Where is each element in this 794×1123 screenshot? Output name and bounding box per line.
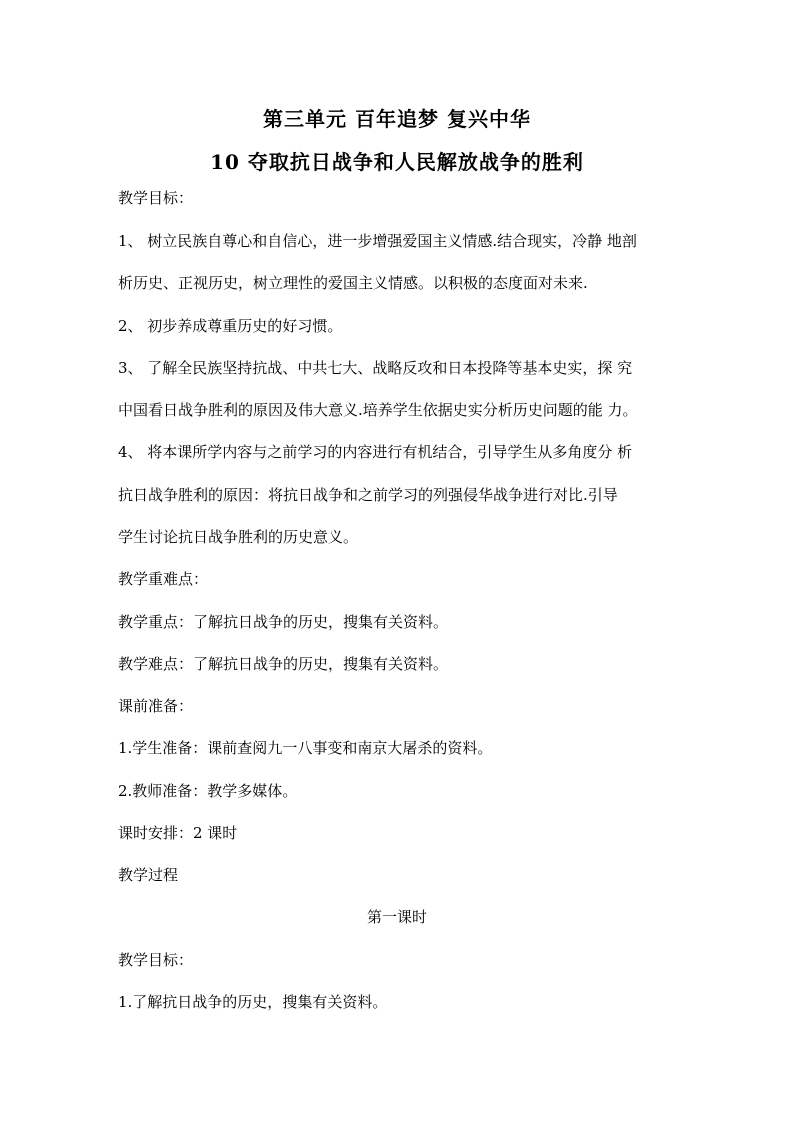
goal-2: 2、 初步养成尊重历史的好习惯。 (118, 317, 343, 335)
goal-1-line-2: 析历史、正视历史，树立理性的爱国主义情感。以积极的态度面对未来. (118, 274, 588, 292)
process-heading: 教学过程 (118, 866, 179, 884)
teacher-preparation: 2.教师准备：教学多媒体。 (118, 782, 298, 800)
goal-3-line-1: 3、 了解全民族坚持抗战、中共七大、战略反攻和日本投降等基本史实，探 究 (118, 359, 633, 377)
key-point: 教学重点：了解抗日战争的历史，搜集有关资料。 (118, 613, 449, 631)
goal-1-line-1: 1、 树立民族自尊心和自信心，进一步增强爱国主义情感.结合现实，冷静 地剖 (118, 232, 637, 250)
unit-title: 第三单元 百年追梦 复兴中华 (263, 107, 531, 131)
period-1-goals-heading: 教学目标： (118, 951, 194, 969)
difficult-point: 教学难点：了解抗日战争的历史，搜集有关资料。 (118, 655, 449, 673)
key-points-heading: 教学重难点： (118, 570, 209, 588)
goal-4-line-2: 抗日战争胜利的原因：将抗日战争和之前学习的列强侵华战争进行对比.引导 (118, 486, 618, 504)
period-1-goal-1: 1.了解抗日战争的历史，搜集有关资料。 (118, 993, 388, 1011)
student-preparation: 1.学生准备：课前查阅九一八事变和南京大屠杀的资料。 (118, 739, 493, 757)
preparation-heading: 课前准备： (118, 697, 194, 715)
lesson-title: 10 夺取抗日战争和人民解放战争的胜利 (210, 150, 584, 174)
goal-4-line-1: 4、 将本课所学内容与之前学习的内容进行有机结合，引导学生从多角度分 析 (118, 443, 633, 461)
goal-3-line-2: 中国看日战争胜利的原因及伟大意义.培养学生依据史实分析历史问题的能 力。 (118, 401, 638, 419)
period-1-heading: 第一课时 (366, 908, 427, 926)
goals-heading: 教学目标： (118, 189, 194, 207)
schedule: 课时安排：2 课时 (118, 824, 238, 842)
goal-4-line-3: 学生讨论抗日战争胜利的历史意义。 (118, 528, 359, 546)
